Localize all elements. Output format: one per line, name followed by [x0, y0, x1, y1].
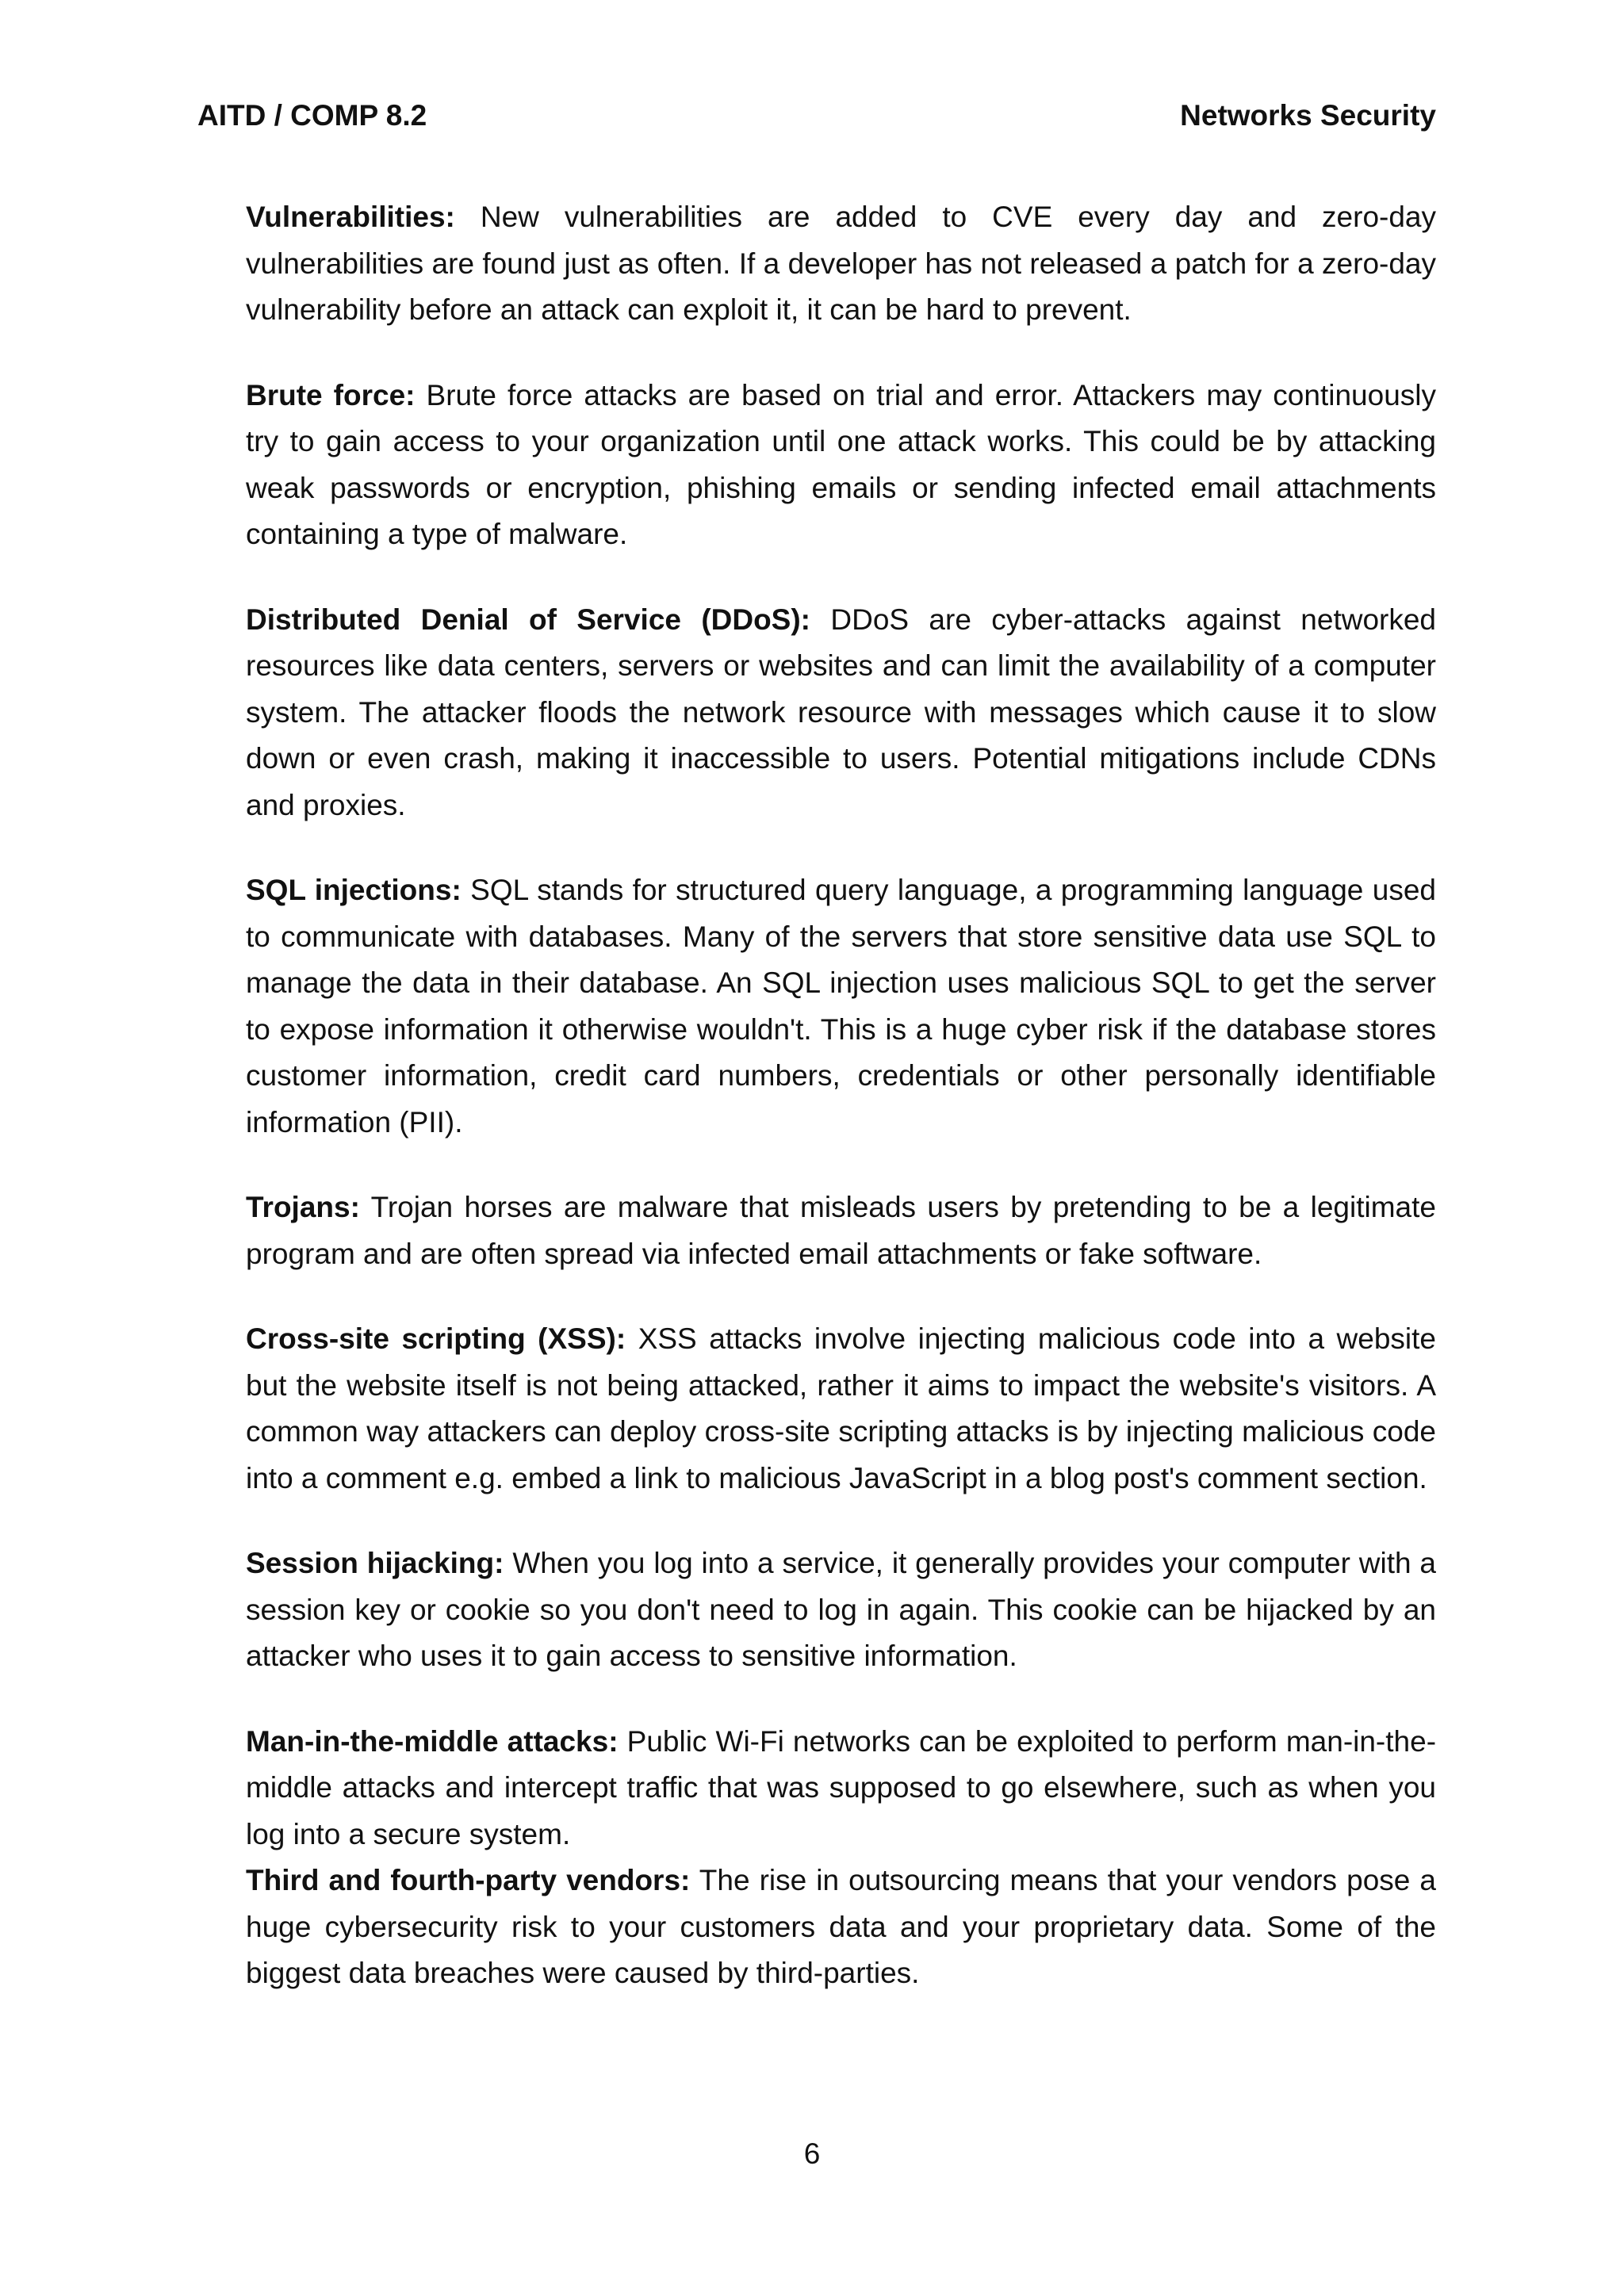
section-term: Session hijacking: [246, 1547, 504, 1579]
section-trojans [246, 1184, 1436, 1277]
section-sql-injections [246, 867, 1436, 1146]
document-body [246, 194, 1436, 2036]
section-text: SQL stands for structured query language, a programming language used to communicate with databases. Many of the servers that store sensitive data use SQL to manage the data in their database. An SQL injection uses malicious SQL to get the server to expose information it otherwise wouldn't. This is a huge cyber risk if the database stores customer information, credit card numbers, credentials or other personally identifiable information (PII). [246, 874, 1436, 1138]
section-term: Trojans: [246, 1191, 360, 1223]
section-term: Vulnerabilities: [246, 201, 455, 233]
section-text: The rise in outsourcing means that your vendors pose a huge cybersecurity risk to your customers data and your proprietary data. Some of the biggest data breaches were caused by third-parties. [246, 1864, 1436, 1989]
section-text: New vulnerabilities are added to CVE every day and zero-day vulnerabilities are found just as often. If a developer has not released a patch for a zero-day vulnerability before an attack can exploit it, it can be hard to prevent. [246, 201, 1436, 326]
page-header [197, 97, 1436, 135]
section-term: Distributed Denial of Service (DDoS): [246, 603, 811, 636]
section-term: Third and fourth-party vendors: [246, 1864, 691, 1896]
header-course-code: AITD / COMP 8.2 [197, 99, 427, 132]
section-term: Cross-site scripting (XSS): [246, 1322, 626, 1355]
page-number: 6 [803, 2137, 821, 2170]
section-term: Brute force: [246, 378, 416, 411]
section-brute-force [246, 373, 1436, 558]
section-third-party-vendors [246, 1858, 1436, 1997]
header-subject-title: Networks Security [1180, 99, 1436, 132]
section-text: Public Wi-Fi networks can be exploited to perform man-in-the-middle attacks and intercept traffic that was supposed to go elsewhere, such as when you log into a secure system. [246, 1724, 1437, 1850]
section-xss [246, 1316, 1436, 1502]
section-text: Brute force attacks are based on trial and error. Attackers may continuously try to gain access to your organization until one attack works. This could be by attacking weak passwords or encryption, phishing emails or sending infected email attachments containing a type of malware. [246, 378, 1436, 550]
section-ddos [246, 597, 1436, 829]
section-vulnerabilities [246, 194, 1436, 334]
section-text: When you log into a service, it generally provides your computer with a session key or cookie so you don't need to log in again. This cookie can be hijacked by an attacker who uses it to gain access to sensitive information. [246, 1547, 1437, 1672]
section-session-hijacking [246, 1540, 1436, 1680]
section-text: Trojan horses are malware that misleads users by pretending to be a legitimate program and are often spread via infected email attachments or fake software. [246, 1191, 1436, 1270]
section-text: XSS attacks involve injecting malicious code into a website but the website itself is not being attacked, rather it aims to impact the website's visitors. A common way attackers can deploy cross-site scripting attacks is by injecting malicious code into a comment e.g. embed a link to malicious JavaScript in a blog post's comment section. [246, 1322, 1436, 1494]
section-text: DDoS are cyber-attacks against networked resources like data centers, servers or websites and can limit the availability of a computer system. The attacker floods the network resource with messages which cause it to slow down or even crash, making it inaccessible to users. Potential mitigations include CDNs and proxies. [246, 603, 1436, 821]
section-man-in-the-middle [246, 1719, 1436, 1858]
section-term: SQL injections: [246, 874, 462, 906]
section-term: Man-in-the-middle attacks: [246, 1724, 619, 1758]
